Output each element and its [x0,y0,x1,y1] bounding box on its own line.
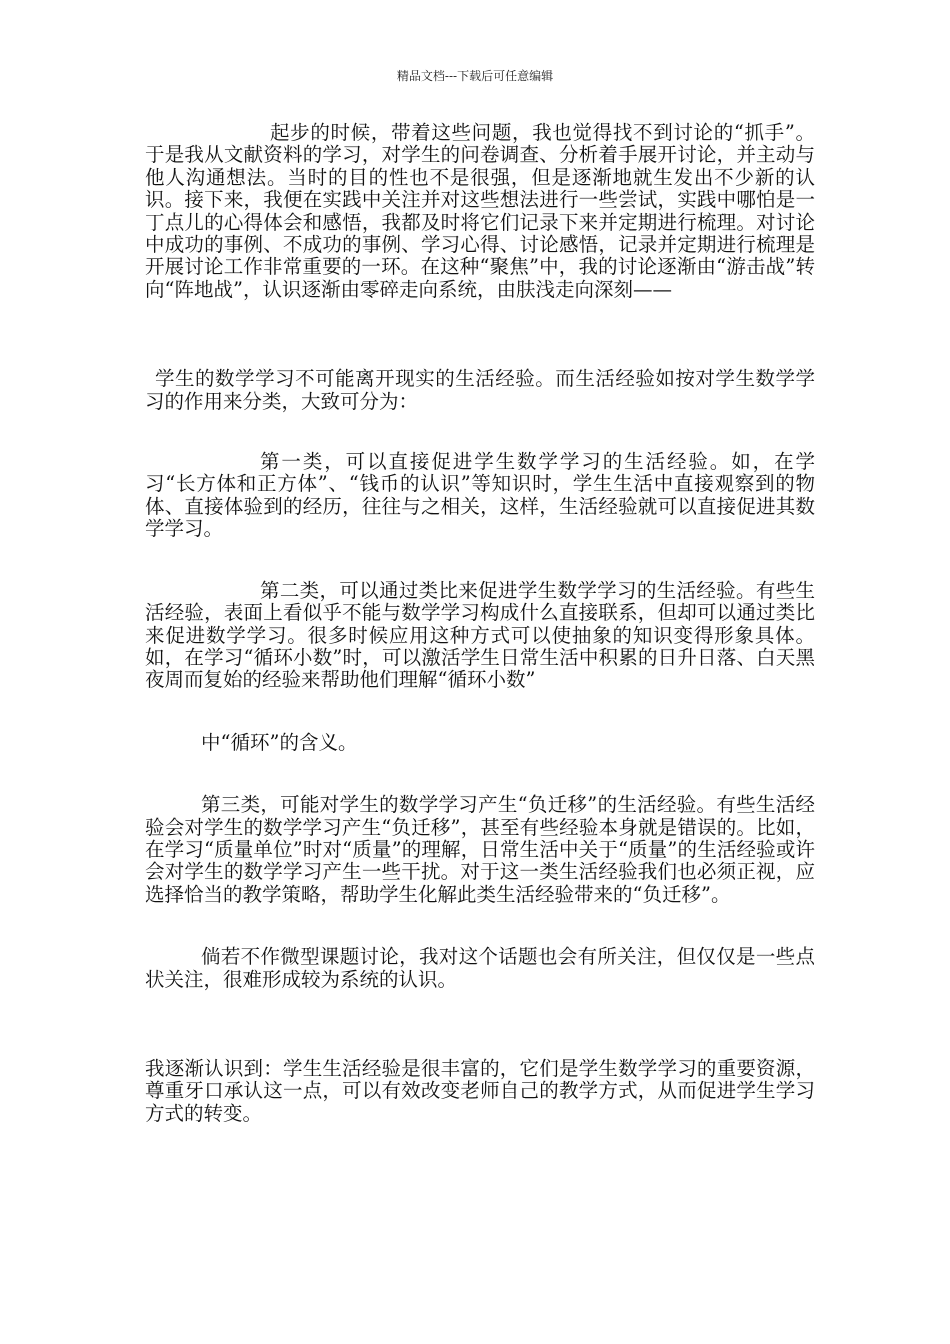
paragraph-category-two: 第二类，可以通过类比来促进学生数学学习的生活经验。有些生活经验，表面上看似乎不能与数学学习构成什么直接联系，但却可以通过类比来促进数学学习。很多时候应用这种方式可以使抽象的知识变得形象具体。如，在学习“循环小数”时，可以激活学生日常生活中积累的日升日落、白天黑夜周而复始的经验来帮助他们理解“循环小数” [145,578,815,692]
paragraph-cycle-meaning: 中“循环”的含义。 [201,730,358,754]
document-body [145,122,815,1125]
paragraph-micro-research: 倘若不作微型课题讨论，我对这个话题也会有所关注，但仅仅是一些点状关注，很难形成较为系统的认识。 [145,945,815,991]
paragraph-category-three: 第三类，可能对学生的数学学习产生“负迁移”的生活经验。有些生活经验会对学生的数学学习产生“负迁移”，甚至有些经验本身就是错误的。比如，在学习“质量单位”时对“质量”的理解，日常生活中关于“质量”的生活经验或许会对学生的数学学习产生一些干扰。对于这一类生活经验我们也必须正视，应选择恰当的教学策略，帮助学生化解此类生活经验带来的“负迁移”。 [145,793,815,906]
page-header: 精品文档---下载后可任意编辑 [396,69,554,83]
paragraph-conclusion: 我逐渐认识到：学生生活经验是很丰富的，它们是学生数学学习的重要资源，尊重牙口承认这一点，可以有效改变老师自己的教学方式，从而促进学生学习方式的转变。 [145,1056,815,1125]
paragraph-life-experience-intro: 学生的数学学习不可能离开现实的生活经验。而生活经验如按对学生数学学习的作用来分类，大致可分为： [145,367,815,413]
paragraph-getting-started: 起步的时候，带着这些问题，我也觉得找不到讨论的“抓手”。于是我从文献资料的学习，对学生的问卷调查、分析着手展开讨论，并主动与他人沟通想法。当时的目的性也不是很强，但是逐渐地就生发出不少新的认识。接下来，我便在实践中关注并对这些想法进行一些尝试，实践中哪怕是一丁点儿的心得体会和感悟，我都及时将它们记录下来并定期进行梳理。对讨论中成功的事例、不成功的事例、学习心得、讨论感悟，记录并定期进行梳理是开展讨论工作非常重要的一环。在这种“聚焦”中，我的讨论逐渐由“游击战”转向“阵地战”，认识逐渐由零碎走向系统，由肤浅走向深刻—— [145,121,815,301]
paragraph-category-one: 第一类，可以直接促进学生数学学习的生活经验。如，在学习“长方体和正方体”、“钱币的认识”等知识时，学生生活中直接观察到的物体、直接体验到的经历，往往与之相关，这样，生活经验就可以直接促进其数学学习。 [145,450,815,541]
